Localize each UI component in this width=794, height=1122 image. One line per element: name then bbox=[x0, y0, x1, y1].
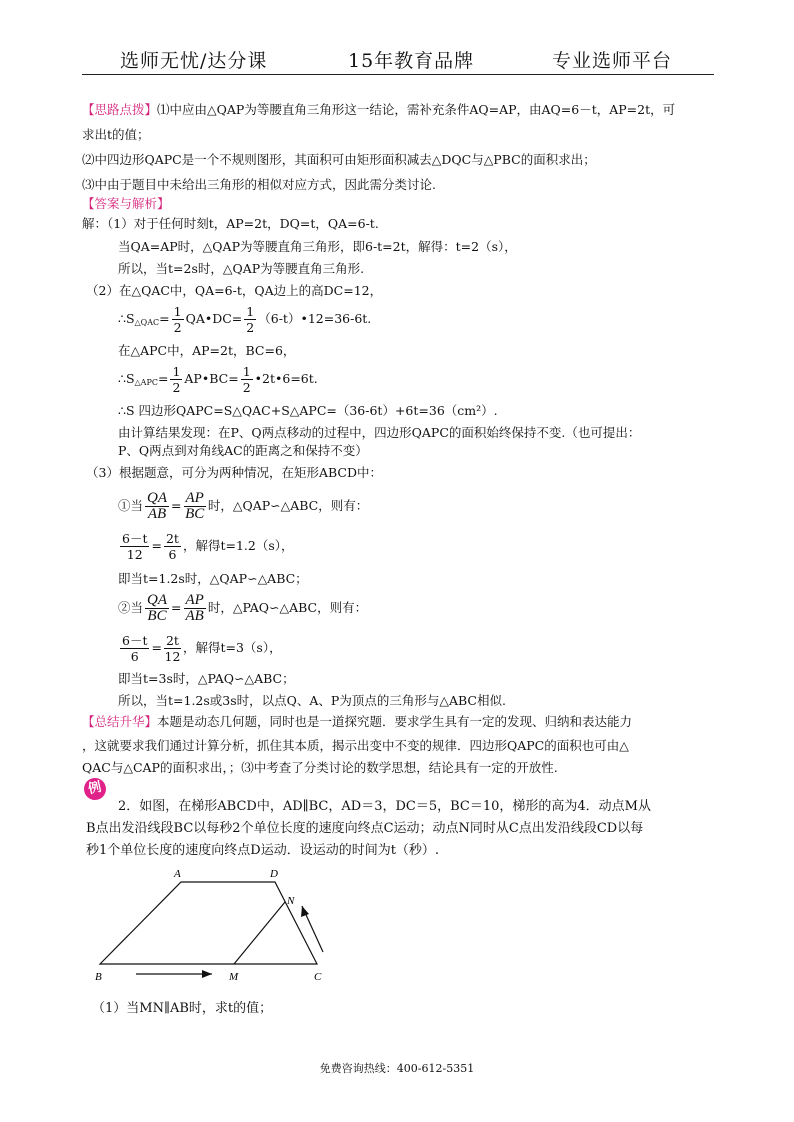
label-b: B bbox=[95, 971, 102, 983]
answer-a3: 所以，当t=2s时，△QAP为等腰直角三角形. bbox=[118, 261, 365, 276]
answer-c2: ①当 $\frac{QA}{AB}$ = $\frac{AP}{BC}$ 时，△QAP∽△ABC，则有： bbox=[118, 490, 369, 522]
label-m: M bbox=[229, 971, 239, 983]
example-line-1: 2．如图，在梯形ABCD中，AD∥BC，AD＝3，DC＝5，BC＝10，梯形的高为4．动点M从 bbox=[118, 799, 651, 814]
summary-line-3: QAC与△CAP的面积求出，；⑶中考查了分类讨论的数学思想，结论具有一定的开放性. bbox=[82, 760, 558, 775]
example-badge-icon: 例 bbox=[82, 776, 108, 802]
trapezoid-figure bbox=[0, 860, 794, 990]
footer-hotline: 免费咨询热线：400-612-5351 bbox=[319, 1062, 475, 1075]
answer-b3: 在△APC中，AP=2t，BC=6， bbox=[118, 343, 296, 358]
hint-line-1: 【思路点拨】⑴中应由△QAP为等腰直角三角形这一结论，需补充条件AQ=AP，由AQ=6－t，AP=2t，可 bbox=[82, 102, 676, 117]
segment-mn bbox=[234, 902, 285, 964]
hint-line-2: 求出t的值； bbox=[82, 127, 150, 142]
hint-line-4: ⑶中由于题目中未给出三角形的相似对应方式，因此需分类讨论. bbox=[82, 177, 436, 192]
answer-c8: 所以，当t=1.2s或3s时，以点Q、A、P为顶点的三角形与△ABC相似. bbox=[118, 693, 506, 708]
label-a: A bbox=[174, 868, 181, 880]
answer-c4: 即当t=1.2s时，△QAP∽△ABC； bbox=[118, 571, 308, 586]
label-c: C bbox=[314, 971, 322, 983]
header-right: 专业选师平台 bbox=[552, 50, 673, 72]
answer-c3: $\frac{6-t}{12}$ = $\frac{2t}{6}$ ，解得t=1.2（s）， bbox=[122, 531, 294, 562]
hint-tag: 【思路点拨】 bbox=[82, 102, 158, 117]
answer-c5: ②当 $\frac{QA}{BC}$ = $\frac{AP}{AB}$ 时，△PAQ∽△ABC，则有： bbox=[118, 592, 368, 624]
answer-c7: 即当t=3s时，△PAQ∽△ABC； bbox=[118, 671, 295, 686]
example-line-2: B点出发沿线段BC以每秒2个单位长度的速度向终点C运动；动点N同时从C点出发沿线段CD以每 bbox=[86, 821, 644, 836]
example-line-3: 秒1个单位长度的速度向终点D运动．设运动的时间为t（秒）. bbox=[86, 843, 440, 858]
answer-b4: $\therefore S_{\triangle APC}=$ $\frac{1}{2}$ AP•BC= $\frac{1}{2}$ •2t•6=6t. bbox=[118, 364, 318, 395]
arrow-bm-head bbox=[202, 970, 212, 978]
answer-b5: ∴S 四边形QAPC=S△QAC+S△APC=（36-6t）+6t=36（cm²）. bbox=[118, 403, 498, 418]
hint-line-3: ⑵中四边形QAPC是一个不规则图形，其面积可由矩形面积减去△DQC与△PBC的面积求出； bbox=[82, 152, 596, 167]
question-1: （1）当MN∥AB时，求t的值； bbox=[92, 1001, 273, 1016]
label-d: D bbox=[270, 868, 278, 880]
trapezoid-abcd bbox=[100, 882, 317, 964]
answer-c6: $\frac{6-t}{6}$ = $\frac{2t}{12}$ ，解得t=3（s）， bbox=[122, 633, 282, 664]
label-n: N bbox=[287, 895, 295, 907]
header-divider bbox=[82, 74, 714, 75]
summary-line-1: 【总结升华】本题是动态几何题，同时也是一道探究题．要求学生具有一定的发现、归纳和表达能力 bbox=[82, 714, 633, 729]
answer-a2: 当QA=AP时，△QAP为等腰直角三角形，即6-t=2t，解得：t=2（s）， bbox=[118, 239, 517, 254]
answer-c1: （3）根据题意，可分为两种情况，在矩形ABCD中： bbox=[86, 465, 382, 480]
answer-tag: 【答案与解析】 bbox=[82, 196, 170, 211]
arrow-cn-head bbox=[301, 906, 309, 917]
summary-line-2: ，这就要求我们通过计算分析，抓住其本质，揭示出变中不变的规律．四边形QAPC的面积也可由△ bbox=[82, 738, 629, 753]
header-left: 选师无忧/达分课 bbox=[120, 50, 268, 72]
answer-b1: （2）在△QAC中，QA=6-t，QA边上的高DC=12， bbox=[86, 283, 383, 298]
answer-b7: P、Q两点到对角线AC的距离之和保持不变） bbox=[118, 443, 368, 458]
answer-b6: 由计算结果发现：在P、Q两点移动的过程中，四边形QAPC的面积始终保持不变.（也可提出： bbox=[118, 425, 641, 440]
answer-a1: 解：（1）对于任何时刻t，AP=2t，DQ=t，QA=6-t. bbox=[82, 216, 379, 231]
header-center: 15年教育品牌 bbox=[348, 50, 475, 72]
answer-b2: $\therefore S_{\triangle QAC}=$ $\frac{1}{2}$ QA•DC= $\frac{1}{2}$ （6-t）•12=36-6t. bbox=[118, 304, 372, 335]
summary-tag: 【总结升华】 bbox=[82, 714, 158, 729]
